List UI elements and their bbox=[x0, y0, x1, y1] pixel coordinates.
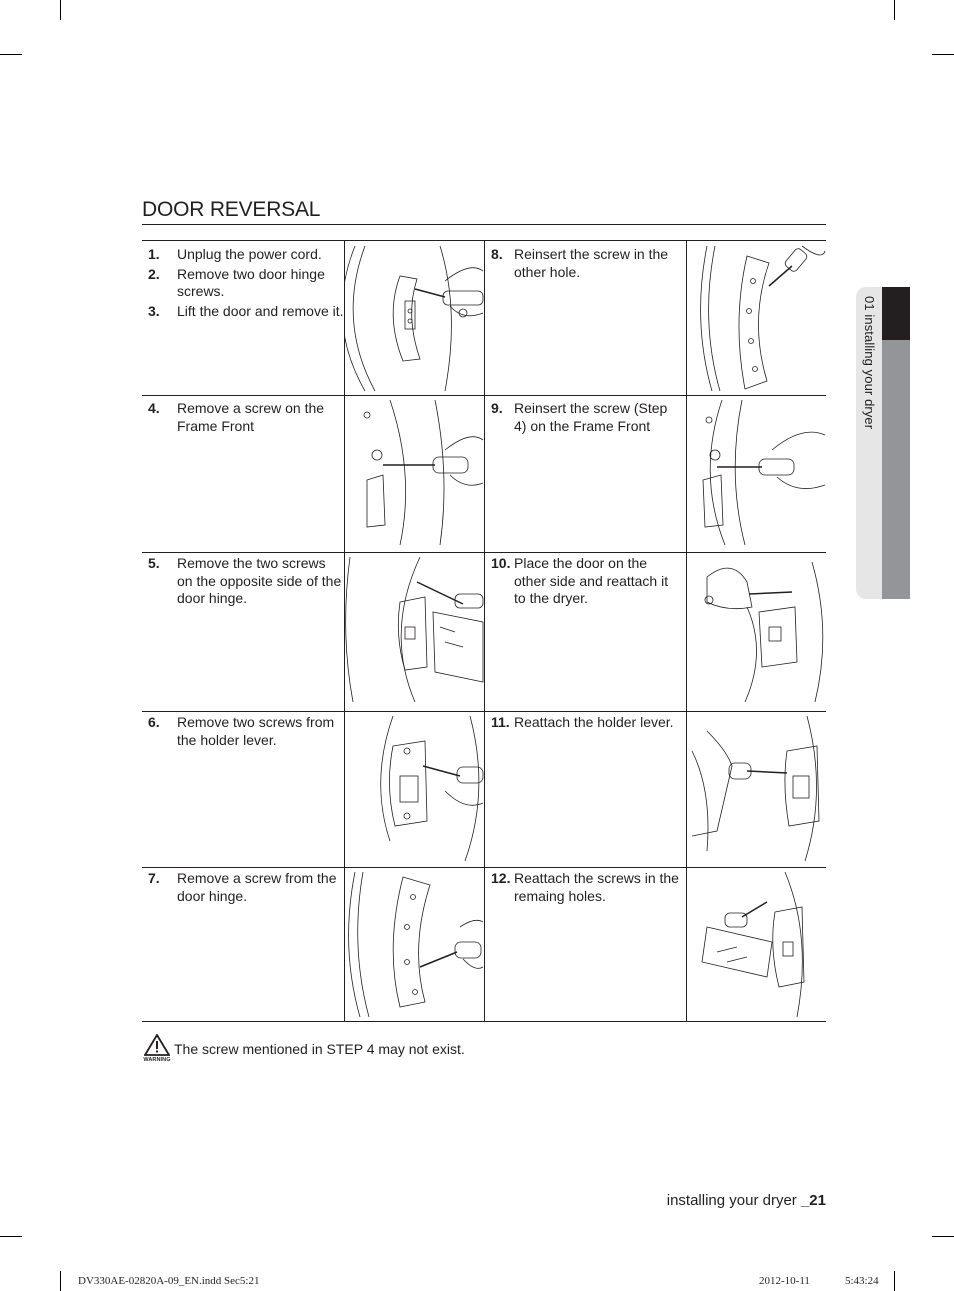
warning-icon bbox=[142, 1034, 172, 1063]
step-item: 12. Reattach the screws in the remaing holes. bbox=[491, 870, 679, 904]
warning-note bbox=[142, 1034, 465, 1063]
crop-mark bbox=[0, 54, 22, 55]
step-illustration bbox=[686, 867, 826, 1021]
warning-label: WARNING bbox=[143, 1057, 171, 1063]
chapter-tab-marker bbox=[882, 287, 910, 340]
step-text-cell bbox=[484, 552, 686, 711]
step-item: 1. Unplug the power cord. bbox=[148, 246, 322, 262]
step-illustration bbox=[686, 241, 826, 395]
step-item: 4. Remove a screw on the Frame Front bbox=[148, 400, 325, 434]
step-text-cell bbox=[148, 241, 344, 400]
step-item: 3. Lift the door and remove it. bbox=[148, 302, 344, 319]
crop-mark bbox=[932, 1236, 954, 1237]
warning-text: The screw mentioned in STEP 4 may not exist. bbox=[174, 1041, 465, 1057]
step-text-cell bbox=[148, 867, 344, 1024]
step-item: 7. Remove a screw from the door hinge. bbox=[148, 870, 337, 904]
step-item: 10. Place the door on the other side and reattach it to the dryer. bbox=[491, 555, 669, 606]
step-text-cell bbox=[484, 867, 686, 1021]
step-text-cell bbox=[484, 711, 686, 867]
table-row bbox=[142, 552, 826, 712]
crop-mark bbox=[894, 1271, 895, 1291]
table-row bbox=[142, 867, 826, 1021]
steps-table bbox=[142, 240, 826, 1022]
page-footer bbox=[667, 1192, 826, 1209]
crop-mark bbox=[932, 54, 954, 55]
step-illustration bbox=[344, 867, 485, 1021]
crop-mark bbox=[894, 0, 895, 20]
table-row bbox=[142, 395, 826, 553]
step-item: 6. Remove two screws from the holder lever. bbox=[148, 714, 335, 748]
step-illustration bbox=[686, 552, 826, 711]
slug-file: DV330AE-02820A-09_EN.indd Sec5:21 bbox=[78, 1275, 260, 1287]
title-rule bbox=[142, 224, 826, 225]
page-number: _21 bbox=[800, 1192, 826, 1209]
step-illustration bbox=[686, 395, 826, 552]
step-text-cell bbox=[148, 552, 344, 714]
step-item: 5. Remove the two screws on the opposite side of the door hinge. bbox=[148, 555, 342, 606]
chapter-tab-strip bbox=[882, 340, 910, 599]
footer-section: installing your dryer bbox=[666, 1192, 797, 1209]
step-illustration bbox=[686, 711, 826, 867]
crop-mark bbox=[60, 0, 61, 20]
step-item: 2. Remove two door hinge screws. bbox=[148, 265, 325, 299]
slug-date: 2012-10-11 bbox=[759, 1275, 810, 1287]
table-row bbox=[142, 241, 826, 396]
page-title: DOOR REVERSAL bbox=[142, 198, 321, 221]
slug-time: 5:43:24 bbox=[845, 1275, 879, 1287]
step-item: 9. Reinsert the screw (Step 4) on the Frame Front bbox=[491, 400, 668, 434]
step-item: 11. Reattach the holder lever. bbox=[491, 714, 674, 730]
step-text-cell bbox=[484, 241, 686, 395]
crop-mark bbox=[60, 1271, 61, 1291]
step-illustration bbox=[344, 552, 485, 711]
step-item: 8. Reinsert the screw in the other hole. bbox=[491, 246, 669, 280]
step-illustration bbox=[344, 395, 485, 552]
chapter-tab-label: 01 installing your dryer bbox=[862, 296, 877, 430]
step-text-cell bbox=[148, 711, 344, 870]
step-text-cell bbox=[148, 395, 344, 557]
step-illustration bbox=[344, 711, 485, 867]
step-illustration bbox=[344, 241, 485, 395]
step-text-cell bbox=[484, 395, 686, 552]
crop-mark bbox=[0, 1236, 22, 1237]
table-row bbox=[142, 711, 826, 868]
